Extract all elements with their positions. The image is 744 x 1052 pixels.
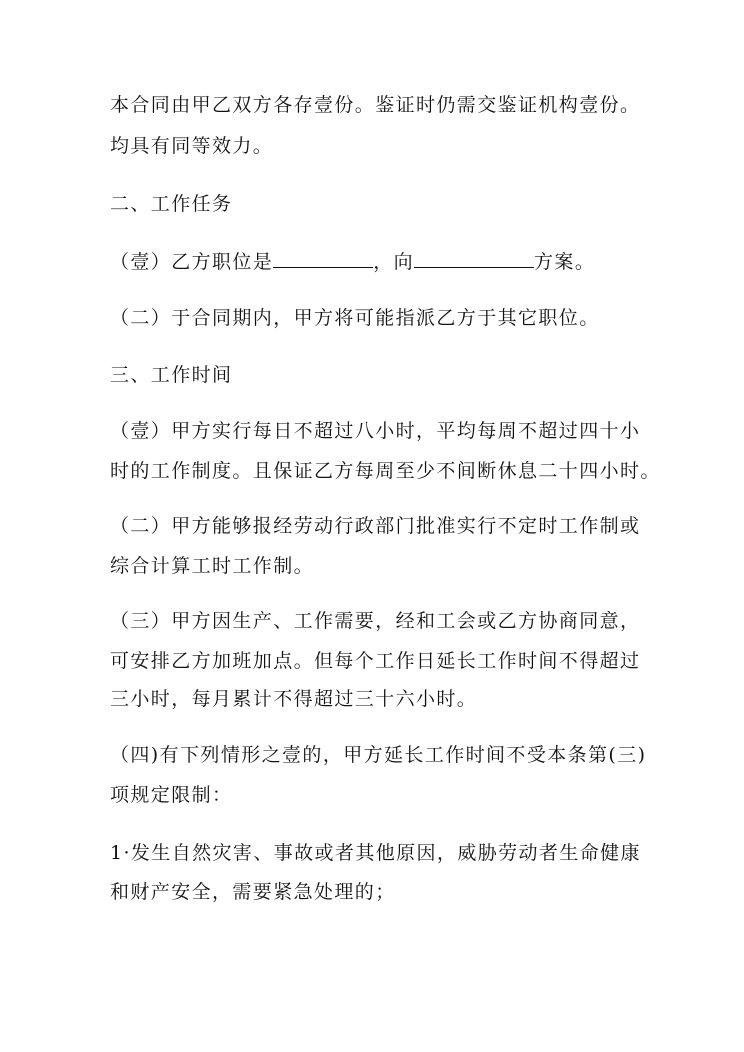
work-task-item-2: （二）于合同期内，甲方将可能指派乙方于其它职位。 [110,307,600,329]
work-hours-item-3-line-2: 可安排乙方加班加点。但每个工作日延长工作时间不得超过 [110,650,641,672]
paragraph-copies-line-2: 均具有同等效力。 [110,135,274,157]
work-hours-item-4-sub-1-line-1: 1·发生自然灾害、事故或者其他原因，威胁劳动者生命健康 [110,842,641,864]
section-heading-work-hours: 三、工作时间 [110,364,233,386]
work-hours-item-3-line-3: 三小时，每月累计不得超过三十六小时。 [110,688,478,710]
direction-blank-line [414,249,534,268]
work-hours-item-3-line-1: （三）甲方因生产、工作需要，经和工会或乙方协商同意， [110,610,641,632]
work-hours-item-4-line-1: （四)有下列情形之壹的，甲方延长工作时间不受本条第(三) [110,744,647,766]
work-hours-item-2-line-2: 综合计算工时工作制。 [110,555,315,577]
section-heading-work-tasks: 二、工作任务 [110,193,233,215]
work-task-item-1-mid: ，向 [373,251,415,273]
work-hours-item-4-line-2: 项规定限制： [110,784,233,806]
work-task-item-1 [110,249,595,274]
work-hours-item-2-line-1: （二）甲方能够报经劳动行政部门批准实行不定时工作制或 [110,515,641,537]
work-task-item-1-prefix: （壹）乙方职位是 [110,251,274,273]
work-hours-item-1-line-2: 时的工作制度。且保证乙方每周至少不间断休息二十四小时。 [110,460,661,482]
work-task-item-1-suffix: 方案。 [534,251,596,273]
work-hours-item-1-line-1: （壹）甲方实行每日不超过八小时，平均每周不超过四十小 [110,420,641,442]
paragraph-copies-line-1: 本合同由甲乙双方各存壹份。鉴证时仍需交鉴证机构壹份。 [110,94,641,116]
work-hours-item-4-sub-1-line-2: 和财产安全，需要紧急处理的； [110,881,396,903]
position-blank-line [273,249,373,268]
